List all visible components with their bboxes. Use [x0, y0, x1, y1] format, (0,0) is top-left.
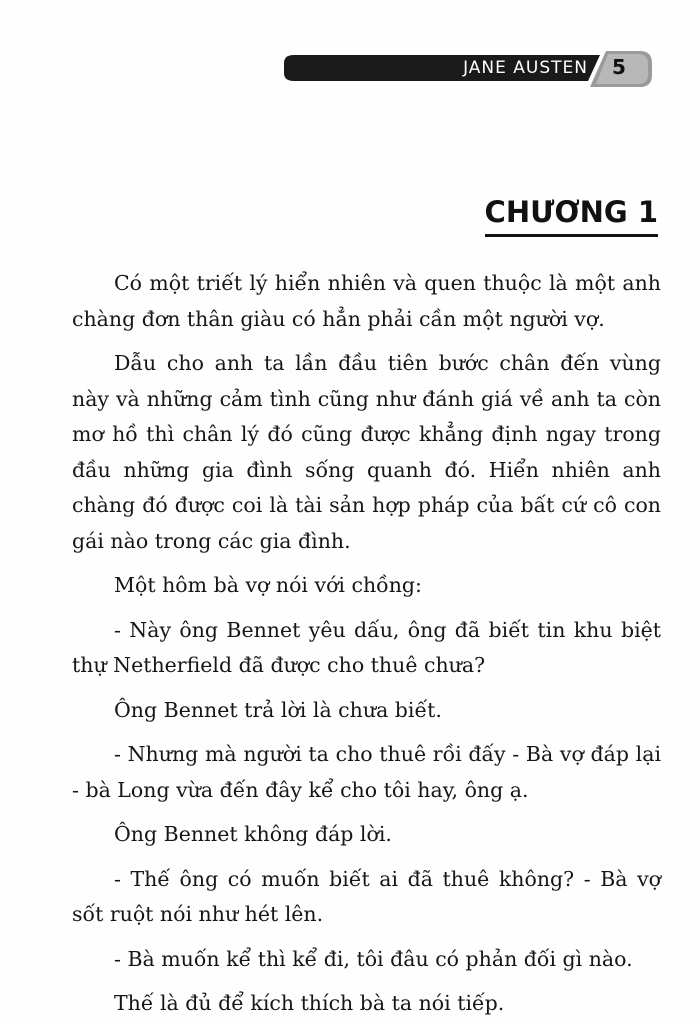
page-number: 5 [612, 55, 626, 79]
chapter-body [72, 266, 661, 1031]
paragraph: Có một triết lý hiển nhiên và quen thuộc là một anh chàng đơn thân giàu có hẳn phải cần một người vợ. [72, 271, 661, 331]
paragraph: Dẫu cho anh ta lần đầu tiên bước chân đến vùng này và những cảm tình cũng như đánh giá về anh ta còn mơ hồ thì chân lý đó cũng được khẳng định ngay trong đầu những gia đình sống quanh đó. Hiển nhiên anh chàng đó được coi là tài sản hợp pháp của bất cứ cô con gái nào trong các gia đình. [72, 351, 661, 553]
running-header [282, 47, 654, 89]
book-author: JANE AUSTEN [463, 58, 588, 78]
paragraph: Một hôm bà vợ nói với chồng: [114, 573, 422, 597]
paragraph: - Nhưng mà người ta cho thuê rồi đấy - Bà vợ đáp lại - bà Long vừa đến đây kể cho tôi hay, ông ạ. [72, 742, 661, 802]
chapter-title: CHƯƠNG 1 [485, 192, 658, 237]
paragraph: Ông Bennet trả lời là chưa biết. [114, 697, 442, 722]
paragraph: - Này ông Bennet yêu dấu, ông đã biết tin khu biệt thự Netherfield đã được cho thuê chưa? [72, 617, 661, 677]
paragraph: - Thế ông có muốn biết ai đã thuê không? - Bà vợ sốt ruột nói như hét lên. [72, 866, 661, 926]
paragraph: Thế là đủ để kích thích bà ta nói tiếp. [114, 991, 505, 1015]
paragraph: - Bà muốn kể thì kể đi, tôi đâu có phản đối gì nào. [114, 946, 633, 971]
paragraph: Ông Bennet không đáp lời. [114, 822, 392, 846]
